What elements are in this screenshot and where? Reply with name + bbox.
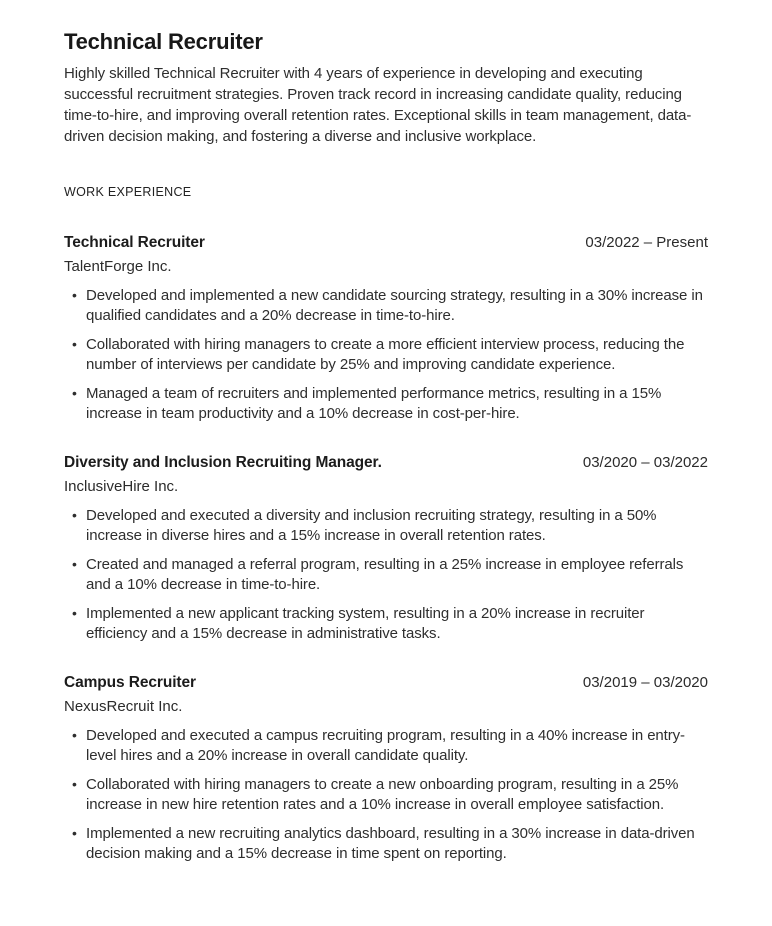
job-entry — [64, 673, 708, 864]
job-bullet: • Collaborated with hiring managers to create a new onboarding program, resulting in a 25% increase in new hire retention rates and a 10% increase in overall employee satisfaction. — [64, 775, 708, 815]
job-title: Diversity and Inclusion Recruiting Manager. — [64, 454, 382, 471]
job-bullets — [64, 286, 708, 424]
job-bullet: • Developed and executed a diversity and inclusion recruiting strategy, resulting in a 50% increase in diverse hires and a 15% increase in overall retention rates. — [64, 506, 708, 546]
job-header-row — [64, 453, 708, 472]
job-bullet: • Implemented a new recruiting analytics dashboard, resulting in a 30% increase in data-driven decision making and a 15% decrease in time spent on reporting. — [64, 824, 708, 864]
job-dates: 03/2019 – 03/2020 — [582, 674, 708, 691]
work-experience-section-label: WORK EXPERIENCE — [64, 185, 192, 199]
job-bullets — [64, 506, 708, 644]
job-header-row — [64, 673, 708, 692]
job-bullet: • Collaborated with hiring managers to create a more efficient interview process, reducing the number of interviews per candidate by 25% and improving candidate experience. — [64, 335, 708, 375]
job-company: NexusRecruit Inc. — [64, 698, 183, 715]
job-header-row — [64, 233, 708, 252]
job-company: InclusiveHire Inc. — [64, 478, 179, 495]
job-bullet: • Developed and implemented a new candidate sourcing strategy, resulting in a 30% increase in qualified candidates and a 20% decrease in time-to-hire. — [64, 286, 708, 326]
jobs-list — [64, 233, 708, 864]
job-bullet: • Managed a team of recruiters and implemented performance metrics, resulting in a 15% increase in team productivity and a 10% decrease in cost-per-hire. — [64, 384, 708, 424]
job-title: Campus Recruiter — [64, 674, 196, 691]
job-bullets — [64, 726, 708, 864]
job-bullet: • Developed and executed a campus recruiting program, resulting in a 40% increase in entry-level hires and a 20% increase in overall candidate quality. — [64, 726, 708, 766]
page-title: Technical Recruiter — [64, 29, 263, 54]
job-title: Technical Recruiter — [64, 234, 205, 251]
job-bullet: • Implemented a new applicant tracking system, resulting in a 20% increase in recruiter efficiency and a 15% decrease in administrative tasks. — [64, 604, 708, 644]
job-dates: 03/2022 – Present — [585, 234, 708, 251]
job-dates: 03/2020 – 03/2022 — [582, 454, 708, 471]
job-company: TalentForge Inc. — [64, 258, 172, 275]
resume-summary: Highly skilled Technical Recruiter with 4 years of experience in developing and executing successful recruitment strategies. Proven track record in increasing candidate quality, reducing time-to-hire, and improving overall retention rates. Exceptional skills in team management, data-driven decision making, and fostering a diverse and inclusive workplace. — [64, 65, 692, 145]
job-entry — [64, 233, 708, 424]
job-bullet: • Created and managed a referral program, resulting in a 25% increase in employee referrals and a 10% decrease in time-to-hire. — [64, 555, 708, 595]
job-entry — [64, 453, 708, 644]
